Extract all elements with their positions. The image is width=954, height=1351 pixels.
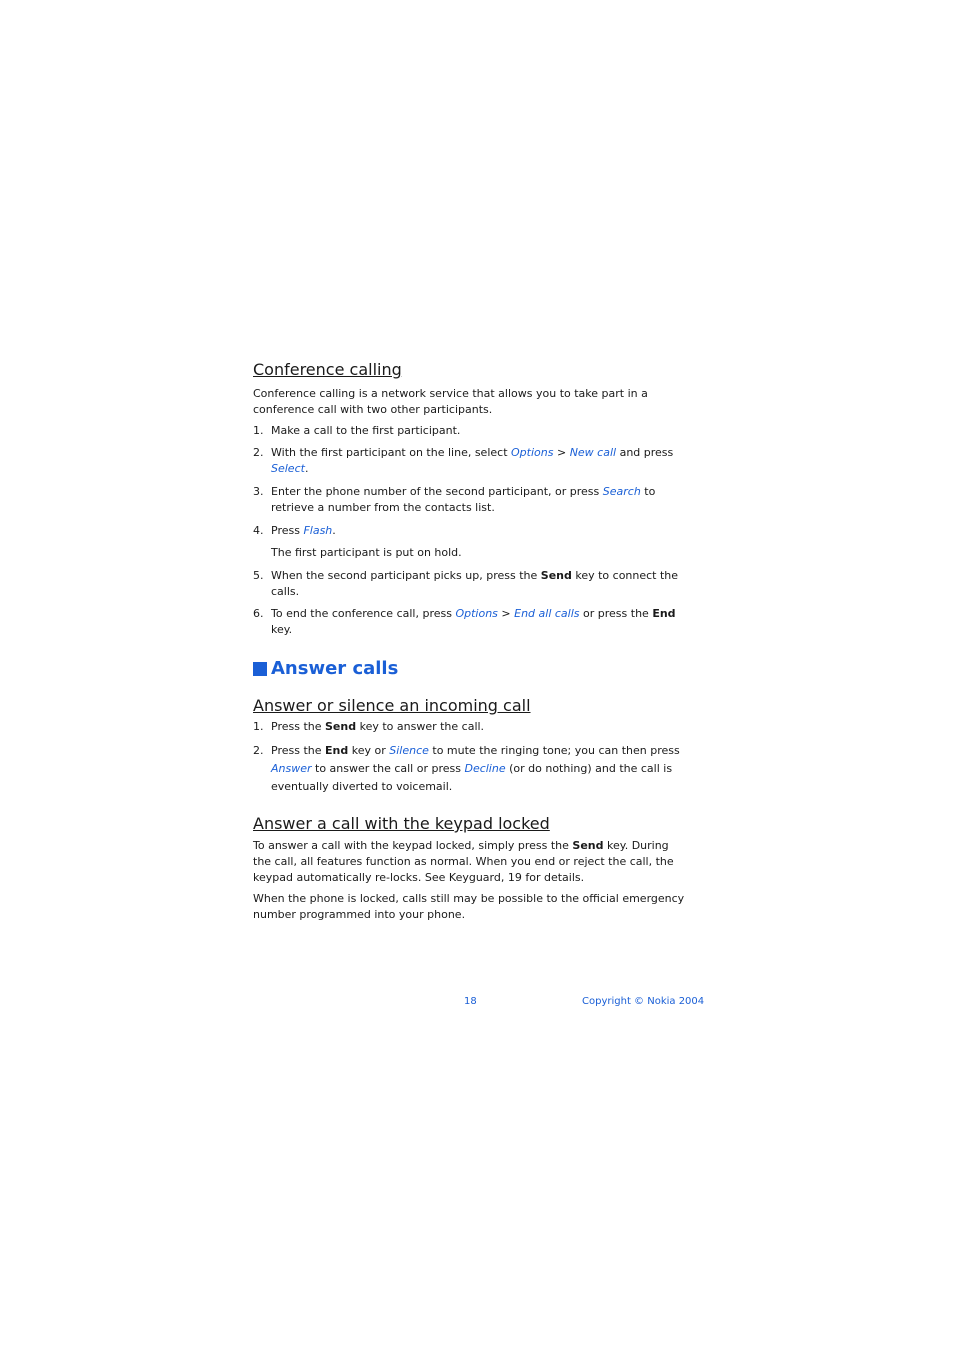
- step-text: or press the: [579, 607, 653, 620]
- list-item: [253, 523, 689, 561]
- menu-option: Silence: [389, 744, 429, 757]
- menu-option: Decline: [464, 762, 506, 775]
- paragraph-text: To answer a call with the keypad locked, simply press the: [253, 839, 573, 852]
- step-text: key to answer the call.: [356, 720, 485, 733]
- section-title: Answer calls: [271, 658, 399, 679]
- list-item: [253, 484, 689, 516]
- step-number: 1.: [253, 424, 264, 437]
- step-text: to retrieve a number from the contacts list.: [271, 485, 656, 514]
- step-text: to answer the call or press: [311, 762, 465, 775]
- step-text: When the second participant picks up, press the: [271, 569, 541, 582]
- step-text: With the first participant on the line, select: [271, 446, 512, 459]
- list-item: [253, 606, 689, 638]
- step-number: 1.: [253, 720, 264, 733]
- step-number: 5.: [253, 569, 264, 582]
- list-item: [253, 742, 689, 796]
- step-text: Make a call to the first participant.: [271, 424, 461, 437]
- step-number: 6.: [253, 607, 264, 620]
- paragraph-text: key. During the call, all features function as normal. When you end or reject the call, the keypad automatically re-locks. See Keyguard, 19 for details.: [253, 839, 674, 884]
- key-name: Send: [325, 720, 357, 733]
- keypad-heading: Answer a call with the keypad locked: [253, 814, 550, 833]
- step-text: Press the: [271, 720, 325, 733]
- menu-option: Options: [511, 446, 554, 459]
- silence-heading: Answer or silence an incoming call: [253, 696, 531, 715]
- menu-option: Search: [602, 485, 641, 498]
- key-name: Send: [572, 839, 604, 852]
- step-note: The first participant is put on hold.: [271, 546, 462, 559]
- list-item: [253, 719, 689, 735]
- step-text: key or: [348, 744, 390, 757]
- step-text: key.: [271, 623, 293, 636]
- list-item: [253, 568, 689, 600]
- step-text: Enter the phone number of the second participant, or press: [271, 485, 603, 498]
- page-content: [253, 360, 689, 923]
- step-text: key to connect the calls.: [271, 569, 679, 598]
- step-text: to mute the ringing tone; you can then press: [428, 744, 680, 757]
- step-number: 4.: [253, 524, 264, 537]
- menu-option: End all calls: [514, 607, 580, 620]
- conference-steps: [253, 423, 689, 638]
- menu-option: Options: [455, 607, 498, 620]
- menu-option: New call: [569, 446, 617, 459]
- list-item: [253, 423, 689, 439]
- key-name: Send: [540, 569, 572, 582]
- step-text: .: [304, 462, 309, 475]
- answer-calls-heading: [253, 658, 689, 680]
- menu-option: Select: [271, 462, 305, 475]
- step-text: and press: [616, 446, 674, 459]
- list-item: [253, 445, 689, 477]
- silence-steps: [253, 719, 689, 796]
- menu-option: Answer: [271, 762, 312, 775]
- keypad-paragraph: [253, 838, 689, 886]
- step-text: .: [332, 524, 336, 537]
- emergency-paragraph: When the phone is locked, calls still may be possible to the official emergency number programmed into your phone.: [253, 892, 685, 921]
- step-text: Press: [271, 524, 304, 537]
- step-text: (or do nothing) and the call is eventually diverted to voicemail.: [271, 762, 673, 793]
- copyright-text: Copyright © Nokia 2004: [582, 996, 705, 1007]
- menu-option: Flash: [303, 524, 333, 537]
- section-marker-icon: [253, 662, 267, 676]
- step-number: 2.: [253, 744, 264, 757]
- key-name: End: [325, 744, 349, 757]
- step-text: To end the conference call, press: [271, 607, 456, 620]
- step-number: 2.: [253, 446, 264, 459]
- key-name: End: [652, 607, 676, 620]
- step-number: 3.: [253, 485, 264, 498]
- step-text: Press the: [271, 744, 325, 757]
- conference-heading: Conference calling: [253, 360, 402, 379]
- page-number: 18: [464, 996, 477, 1007]
- step-text: >: [553, 446, 570, 459]
- conference-intro: Conference calling is a network service that allows you to take part in a conference call with two other participants.: [253, 387, 648, 416]
- step-text: >: [497, 607, 515, 620]
